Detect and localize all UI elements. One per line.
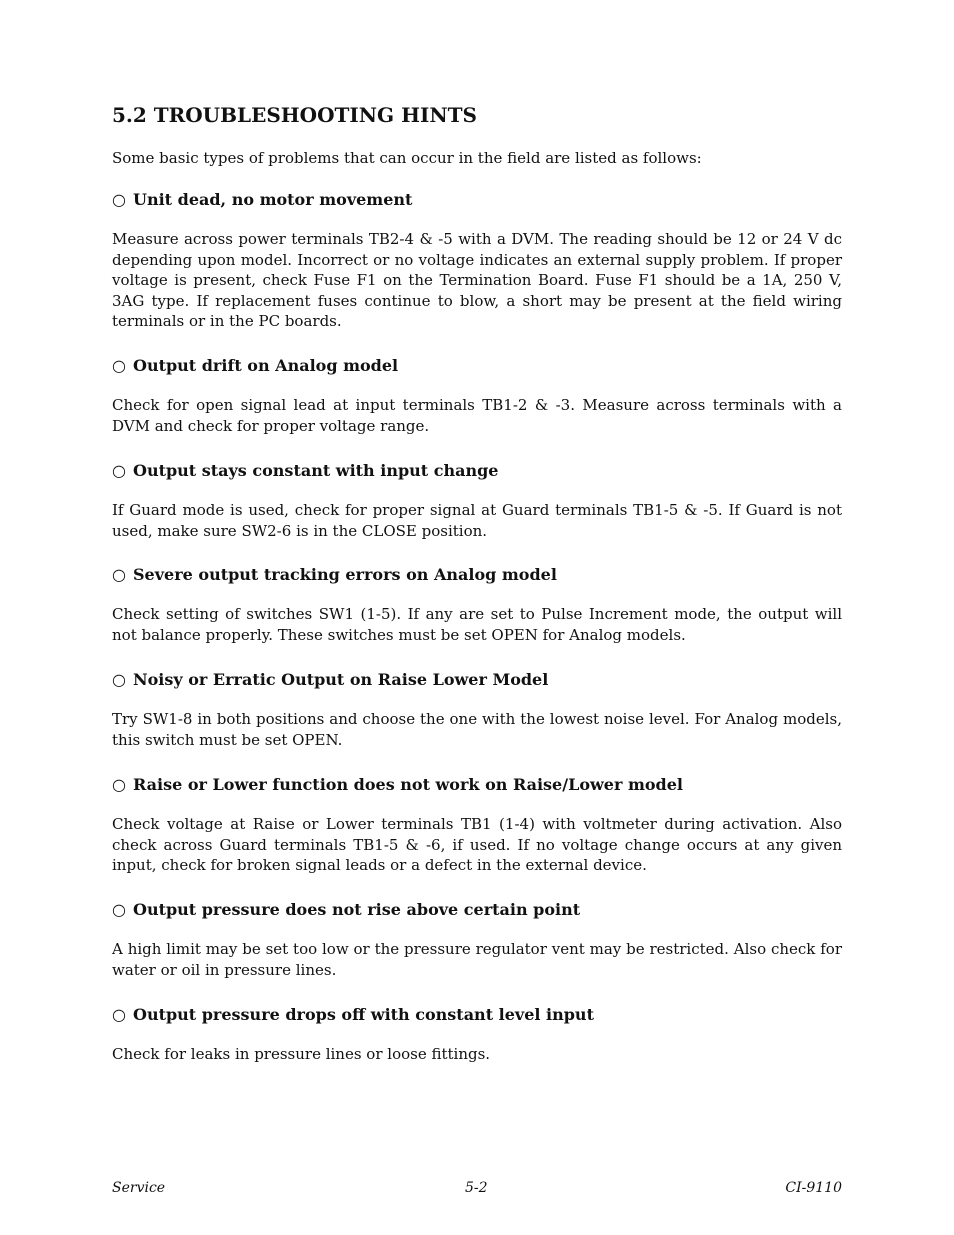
item-body: Check setting of switches SW1 (1-5). If any are set to Pulse Increment mode, the output will not balance properly. These switches must be set OPEN for Analog models.: [112, 605, 842, 644]
item-title: Output pressure drops off with constant level input: [133, 1005, 594, 1024]
item-title-row: [112, 189, 842, 211]
troubleshooting-item: [112, 899, 842, 980]
footer-document-id: CI-9110: [785, 1180, 842, 1196]
item-title-row: [112, 460, 842, 482]
section-heading: 5.2 TROUBLESHOOTING HINTS: [112, 103, 477, 127]
troubleshooting-item: [112, 189, 842, 332]
item-title-row: [112, 1004, 842, 1026]
footer-page-number: 5-2: [465, 1180, 488, 1196]
bullet-icon: ○: [112, 900, 126, 919]
bullet-icon: ○: [112, 670, 126, 689]
item-title-row: [112, 899, 842, 921]
item-title-row: [112, 564, 842, 586]
item-title: Noisy or Erratic Output on Raise Lower Model: [133, 670, 549, 689]
item-title: Output stays constant with input change: [133, 461, 499, 480]
item-title: Severe output tracking errors on Analog model: [133, 565, 557, 584]
item-body: Check voltage at Raise or Lower terminals TB1 (1-4) with voltmeter during activation. Also check across Guard terminals TB1-5 & -6, if used. If no voltage change occurs at any given input, check for broken signal leads or a defect in the external device.: [112, 815, 842, 874]
item-body: If Guard mode is used, check for proper signal at Guard terminals TB1-5 & -5. If Guard is not used, make sure SW2-6 is in the CLOSE position.: [112, 501, 842, 540]
item-body: Check for open signal lead at input terminals TB1-2 & -3. Measure across terminals with a DVM and check for proper voltage range.: [112, 396, 842, 435]
item-title: Raise or Lower function does not work on Raise/Lower model: [133, 775, 683, 794]
item-title: Output pressure does not rise above certain point: [133, 900, 581, 919]
item-body: Check for leaks in pressure lines or loose fittings.: [112, 1045, 491, 1063]
footer-section-label: Service: [112, 1180, 166, 1196]
troubleshooting-item: [112, 460, 842, 541]
troubleshooting-item: [112, 1004, 842, 1065]
troubleshooting-item: [112, 564, 842, 645]
troubleshooting-item: [112, 669, 842, 750]
item-title: Output drift on Analog model: [133, 356, 399, 375]
bullet-icon: ○: [112, 775, 126, 794]
item-body: Try SW1-8 in both positions and choose the one with the lowest noise level. For Analog models, this switch must be set OPEN.: [112, 710, 842, 749]
bullet-icon: ○: [112, 1005, 126, 1024]
troubleshooting-item: [112, 355, 842, 436]
intro-paragraph: Some basic types of problems that can occur in the field are listed as follows:: [112, 149, 702, 167]
item-title: Unit dead, no motor movement: [133, 190, 413, 209]
item-title-row: [112, 669, 842, 691]
item-body: A high limit may be set too low or the pressure regulator vent may be restricted. Also check for water or oil in pressure lines.: [112, 940, 842, 979]
bullet-icon: ○: [112, 356, 126, 375]
item-title-row: [112, 774, 842, 796]
item-title-row: [112, 355, 842, 377]
item-body: Measure across power terminals TB2-4 & -5 with a DVM. The reading should be 12 or 24 V dc depending upon model. Incorrect or no voltage indicates an external supply problem. If proper voltage is present, check Fuse F1 on the Termination Board. Fuse F1 should be a 1A, 250 V, 3AG type. If replacement fuses continue to blow, a short may be present at the field wiring terminals or in the PC boards.: [112, 230, 842, 330]
troubleshooting-item: [112, 774, 842, 876]
bullet-icon: ○: [112, 565, 126, 584]
bullet-icon: ○: [112, 190, 126, 209]
bullet-icon: ○: [112, 461, 126, 480]
